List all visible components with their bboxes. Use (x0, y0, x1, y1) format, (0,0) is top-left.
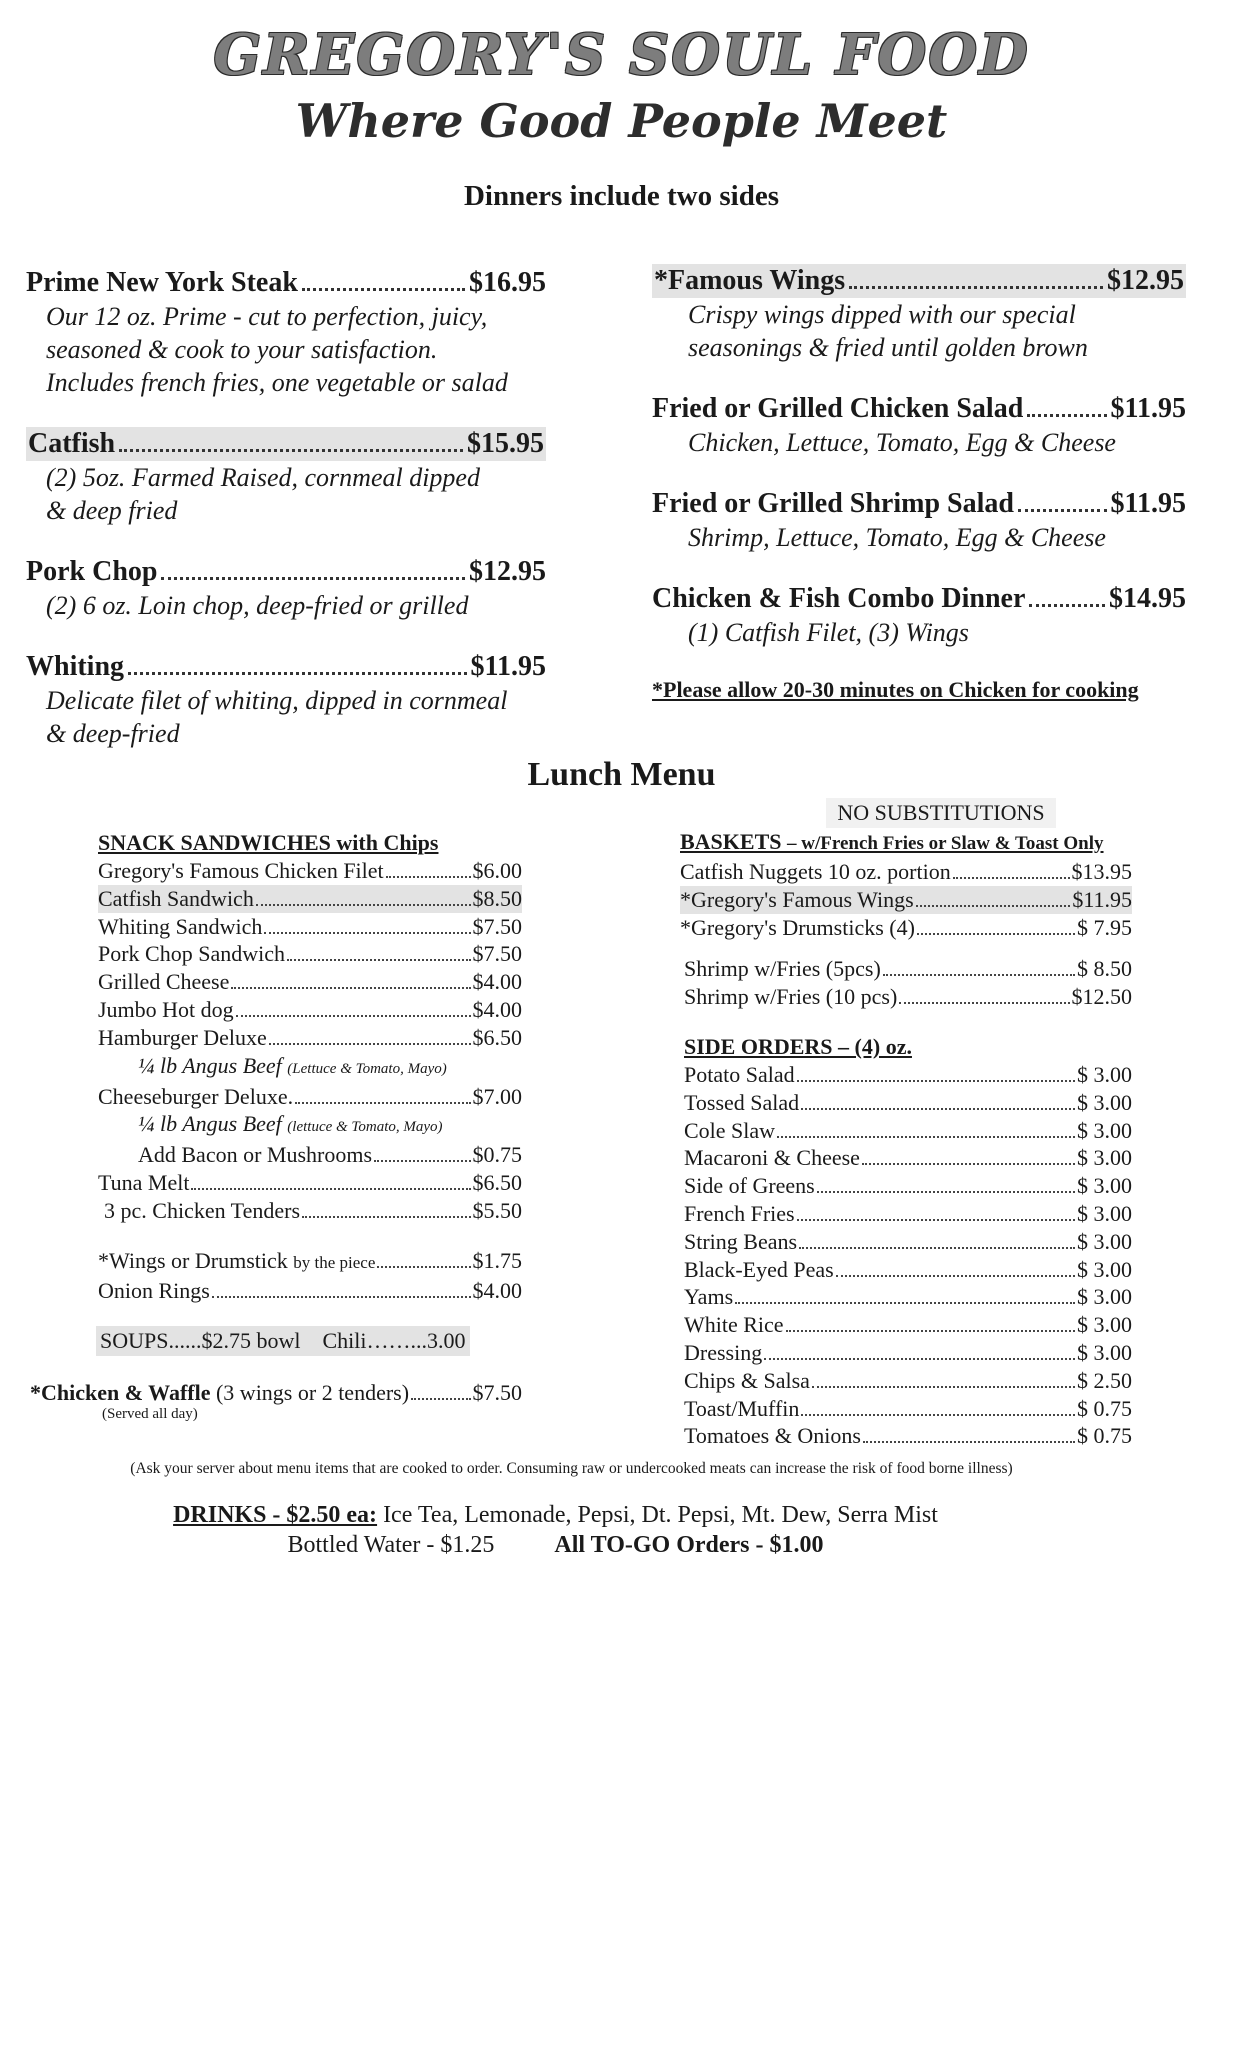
drinks-line (0, 1500, 1111, 1530)
chicken-waffle-row (30, 1380, 522, 1406)
leader-dots (735, 1302, 1075, 1304)
item-name: Cole Slaw (684, 1117, 776, 1143)
item-name: Grilled Cheese (98, 969, 230, 995)
item-price: $ 3.00 (1077, 1339, 1132, 1365)
item-price: $ 3.00 (1077, 1145, 1132, 1171)
leader-dots (1029, 604, 1105, 607)
item-name: Cheeseburger Deluxe. (98, 1083, 294, 1109)
item-name: Tossed Salad (684, 1089, 800, 1115)
leader-dots (797, 1219, 1075, 1221)
item-price: $ 3.00 (1077, 1284, 1132, 1310)
spacer (98, 1304, 522, 1326)
dinner-item-header (652, 582, 1186, 616)
item-price: $ 2.50 (1077, 1367, 1132, 1393)
dinner-item (652, 487, 1186, 554)
item-name: French Fries (684, 1200, 795, 1226)
leader-dots (849, 286, 1103, 289)
item-price: $6.00 (472, 858, 522, 883)
item-detail: (3 wings or 2 tenders) (215, 1380, 410, 1405)
dinner-item (26, 555, 546, 622)
item-price: $7.50 (472, 941, 522, 967)
item-name: *Gregory's Drumsticks (4) (680, 914, 915, 940)
list-item (98, 968, 522, 996)
list-item (680, 983, 1132, 1011)
description-line: Crispy wings dipped with our special (688, 300, 1076, 329)
dinner-item-name: Prime New York Steak (26, 267, 298, 298)
leader-dots (899, 1002, 1069, 1004)
lunch-menu-title-text: Lunch Menu (527, 756, 716, 793)
dinner-item-description (652, 426, 1186, 459)
item-price: $ 3.00 (1077, 1228, 1132, 1254)
item-price: $11.95 (1072, 886, 1132, 912)
dinner-item-price: $14.95 (1109, 583, 1186, 614)
description-line: seasonings & fried until golden brown (688, 333, 1088, 362)
dinner-item-description (652, 298, 1186, 364)
dinner-item (652, 582, 1186, 649)
soups-price: SOUPS......$2.75 bowl (100, 1328, 301, 1354)
item-price: $13.95 (1071, 859, 1132, 884)
item-name: Shrimp w/Fries (10 pcs) (684, 984, 898, 1010)
item-price: $ 3.00 (1077, 1061, 1132, 1087)
list-item (680, 1172, 1132, 1200)
list-item (680, 886, 1132, 914)
leader-dots (287, 959, 471, 961)
chili-price: Chili……...3.00 (322, 1328, 466, 1354)
item-price: $4.00 (472, 969, 522, 995)
drinks-list: Ice Tea, Lemonade, Pepsi, Dt. Pepsi, Mt. Dew, Serra Mist (383, 1502, 938, 1528)
item-price: $ 0.75 (1077, 1395, 1132, 1421)
dinner-item-description (26, 589, 546, 622)
dinner-item-description (26, 684, 546, 750)
item-name: Tomatoes & Onions (684, 1423, 861, 1449)
leader-dots (231, 987, 470, 989)
item-name: Whiting Sandwich (98, 913, 263, 939)
leader-dots (161, 577, 465, 580)
dinner-item-price: $12.95 (1107, 265, 1184, 296)
item-price: $ 3.00 (1077, 1117, 1132, 1143)
item-name: Side of Greens (684, 1173, 815, 1199)
dinner-item-name: Pork Chop (26, 556, 158, 587)
list-item (680, 1117, 1132, 1145)
list-item (680, 1422, 1132, 1450)
item-name: Onion Rings (98, 1277, 210, 1303)
togo-charge: All TO-GO Orders - $1.00 (554, 1532, 824, 1558)
description-line: & deep fried (46, 496, 178, 525)
dinner-item-header (652, 392, 1186, 426)
food-safety-disclaimer: (Ask your server about menu items that are cooked to order. Consuming raw or undercooked meats can increase the risk of food borne illness) (130, 1460, 1013, 1477)
description-line: (2) 5oz. Farmed Raised, cornmeal dipped (46, 463, 480, 492)
item-name: Potato Salad (684, 1061, 795, 1087)
leader-dots (812, 1386, 1075, 1388)
snack-sandwiches-section (98, 829, 522, 1356)
dinner-item-header (26, 427, 546, 461)
leader-dots (236, 1015, 471, 1017)
list-item (680, 1339, 1132, 1367)
item-price: $ 3.00 (1077, 1200, 1132, 1226)
description-line: Includes french fries, one vegetable or salad (46, 368, 508, 397)
description-line: Delicate filet of whiting, dipped in cornmeal (46, 686, 508, 715)
dinner-item-name: Catfish (28, 428, 116, 459)
list-item (680, 1256, 1132, 1284)
baskets-heading-detail: – w/French Fries or Slaw & Toast Only (787, 833, 1104, 854)
leader-dots (917, 933, 1075, 935)
item-note: by the piece (293, 1252, 376, 1272)
item-name: Chips & Salsa (684, 1367, 810, 1393)
dinner-item-name: Fried or Grilled Chicken Salad (652, 393, 1024, 424)
list-item (98, 1141, 522, 1169)
description-line: (2) 6 oz. Loin chop, deep-fried or grilled (46, 591, 469, 620)
angus-beef-toppings: (lettuce & Tomato, Mayo) (287, 1119, 443, 1136)
dinner-item (26, 427, 546, 527)
leader-dots (256, 904, 471, 906)
dinner-item-price: $11.95 (1110, 488, 1186, 519)
restaurant-tagline: Where Good People Meet (295, 94, 948, 148)
list-item (680, 1089, 1132, 1117)
spacer (98, 1225, 522, 1247)
leader-dots (377, 1266, 470, 1268)
leader-dots (801, 1108, 1075, 1110)
leader-dots (764, 1358, 1075, 1360)
angus-beef-note (98, 1052, 522, 1083)
list-item (98, 940, 522, 968)
leader-dots (863, 1441, 1075, 1443)
item-name: Tuna Melt (98, 1170, 190, 1196)
item-name: Hamburger Deluxe (98, 1024, 267, 1050)
list-item (98, 1024, 522, 1052)
description-line: seasoned & cook to your satisfaction. (46, 335, 438, 364)
item-price: $ 7.95 (1077, 914, 1132, 940)
dinner-item-name: Chicken & Fish Combo Dinner (652, 583, 1026, 614)
item-price: $6.50 (472, 1170, 522, 1196)
leader-dots (411, 1398, 470, 1400)
list-item (680, 1311, 1132, 1339)
item-name: Black-Eyed Peas (684, 1256, 834, 1282)
dinner-item-name: Whiting (26, 651, 125, 682)
dinner-item-header (652, 264, 1186, 298)
baskets-heading (680, 828, 1132, 858)
leader-dots (128, 672, 467, 675)
item-price: $ 3.00 (1077, 1173, 1132, 1199)
description-line: (1) Catfish Filet, (3) Wings (688, 618, 969, 647)
no-substitutions-banner: NO SUBSTITUTIONS (826, 798, 1056, 828)
served-all-day-note: (Served all day) (102, 1406, 198, 1422)
drinks-label: DRINKS - $2.50 ea: (173, 1502, 378, 1528)
spacer (680, 941, 1132, 955)
item-name: String Beans (684, 1228, 798, 1254)
dinner-item-name: Fried or Grilled Shrimp Salad (652, 488, 1014, 519)
list-item (680, 858, 1132, 886)
list-item (680, 914, 1132, 942)
dinner-item-name: *Famous Wings (654, 265, 846, 296)
dinner-column-left (26, 266, 546, 778)
dinner-item-price: $15.95 (467, 428, 544, 459)
item-price: $ 3.00 (1077, 1256, 1132, 1282)
angus-beef-text: ¼ lb Angus Beef (138, 1052, 282, 1078)
dinner-item-description (652, 616, 1186, 649)
angus-beef-text: ¼ lb Angus Beef (138, 1111, 282, 1137)
dinner-item-header (26, 266, 546, 300)
chicken-waffle-item (30, 1380, 522, 1423)
item-name: Catfish Sandwich (98, 885, 254, 911)
list-item (98, 885, 522, 913)
item-name: White Rice (684, 1312, 784, 1338)
dinner-item-description (26, 300, 546, 399)
angus-beef-toppings: (Lettuce & Tomato, Mayo) (287, 1060, 447, 1077)
item-price: $8.50 (472, 885, 522, 911)
dinner-item-header (652, 487, 1186, 521)
item-name: Toast/Muffin (684, 1395, 800, 1421)
item-name: Dressing (684, 1339, 763, 1365)
item-price: $1.75 (472, 1247, 522, 1273)
leader-dots (777, 1136, 1075, 1138)
list-item (680, 1283, 1132, 1311)
bottled-water-price: Bottled Water - $1.25 (287, 1532, 495, 1558)
list-item (680, 1200, 1132, 1228)
list-item (680, 1061, 1132, 1089)
item-name: *Gregory's Famous Wings (680, 886, 914, 912)
item-price: $7.50 (472, 913, 522, 939)
item-name: Shrimp w/Fries (5pcs) (684, 956, 881, 982)
dinner-column-right (652, 264, 1186, 703)
leader-dots (1027, 414, 1106, 417)
list-item (680, 1367, 1132, 1395)
lunch-menu-title (0, 756, 1243, 794)
leader-dots (883, 974, 1075, 976)
dinner-item-description (26, 461, 546, 527)
leader-dots (212, 1296, 471, 1298)
item-price: $5.50 (472, 1197, 522, 1223)
drinks-line-2 (0, 1530, 1111, 1560)
list-item (98, 1277, 522, 1305)
drinks-section (0, 1500, 1243, 1560)
dinner-item (26, 650, 546, 750)
item-price: $7.00 (472, 1083, 522, 1109)
dinner-item-description (652, 521, 1186, 554)
dinner-item (26, 266, 546, 399)
leader-dots (191, 1188, 470, 1190)
item-name: Pork Chop Sandwich (98, 941, 285, 967)
description-line: Our 12 oz. Prime - cut to perfection, juicy, (46, 302, 488, 331)
leader-dots (386, 876, 471, 878)
dinner-item (652, 264, 1186, 364)
item-price: $4.00 (472, 1277, 522, 1303)
item-name: *Wings or Drumstick (98, 1247, 288, 1273)
leader-dots (786, 1330, 1075, 1332)
leader-dots (953, 877, 1070, 879)
soups-chili-line (96, 1326, 470, 1356)
angus-beef-note (98, 1110, 522, 1141)
item-price: $ 3.00 (1077, 1312, 1132, 1338)
item-price: $4.00 (472, 996, 522, 1022)
item-price: $6.50 (472, 1024, 522, 1050)
item-name: 3 pc. Chicken Tenders (104, 1197, 301, 1223)
dinner-item-price: $16.95 (469, 267, 546, 298)
item-price: $0.75 (472, 1142, 522, 1168)
baskets-heading-main: BASKETS (680, 829, 782, 854)
leader-dots (302, 288, 465, 291)
cooking-time-text: *Please allow 20-30 minutes on Chicken for cooking (652, 677, 1139, 702)
leader-dots (916, 905, 1071, 907)
leader-dots (862, 1163, 1075, 1165)
item-name: Catfish Nuggets 10 oz. portion (680, 859, 951, 884)
list-item (98, 1197, 522, 1225)
leader-dots (119, 449, 463, 452)
leader-dots (1018, 509, 1107, 512)
dinner-item-price: $11.95 (470, 651, 546, 682)
leader-dots (801, 1414, 1075, 1416)
leader-dots (797, 1080, 1075, 1082)
dinners-note: Dinners include two sides (463, 180, 779, 212)
dinner-item-header (26, 650, 546, 684)
list-item (98, 857, 522, 885)
list-item (98, 1169, 522, 1197)
item-price: $ 8.50 (1077, 956, 1132, 982)
list-item (98, 996, 522, 1024)
leader-dots (374, 1160, 470, 1162)
spacer (680, 1011, 1132, 1033)
cooking-time-note (652, 677, 1186, 703)
item-name: *Chicken & Waffle (30, 1380, 211, 1405)
dinner-item-price: $12.95 (469, 556, 546, 587)
leader-dots (817, 1191, 1075, 1193)
item-name: Jumbo Hot dog (98, 996, 234, 1022)
item-name: Macaroni & Cheese (684, 1145, 860, 1171)
item-name: Yams (684, 1284, 734, 1310)
dinner-item-price: $11.95 (1110, 393, 1186, 424)
description-line: & deep-fried (46, 719, 180, 748)
dinner-item (652, 392, 1186, 459)
leader-dots (264, 932, 470, 934)
leader-dots (836, 1275, 1075, 1277)
list-item (680, 1228, 1132, 1256)
item-price: $ 3.00 (1077, 1089, 1132, 1115)
list-item (98, 1083, 522, 1111)
item-name: Add Bacon or Mushrooms (138, 1142, 373, 1168)
list-item (98, 913, 522, 941)
leader-dots (799, 1247, 1075, 1249)
description-line: Shrimp, Lettuce, Tomato, Egg & Cheese (688, 523, 1106, 552)
item-price: $ 0.75 (1077, 1423, 1132, 1449)
item-price: $12.50 (1071, 984, 1132, 1010)
list-item (680, 955, 1132, 983)
description-line: Chicken, Lettuce, Tomato, Egg & Cheese (688, 428, 1116, 457)
list-item (98, 1247, 522, 1277)
leader-dots (295, 1102, 470, 1104)
snack-sandwiches-heading: SNACK SANDWICHES with Chips (98, 830, 439, 855)
restaurant-title: GREGORY'S SOUL FOOD (213, 22, 1030, 88)
baskets-sides-column (680, 798, 1132, 1450)
item-name: Gregory's Famous Chicken Filet (98, 858, 384, 883)
side-orders-heading: SIDE ORDERS – (4) oz. (684, 1033, 912, 1059)
leader-dots (302, 1216, 470, 1218)
item-price: $7.50 (472, 1380, 522, 1405)
leader-dots (269, 1043, 471, 1045)
list-item (680, 1395, 1132, 1423)
list-item (680, 1144, 1132, 1172)
dinner-item-header (26, 555, 546, 589)
